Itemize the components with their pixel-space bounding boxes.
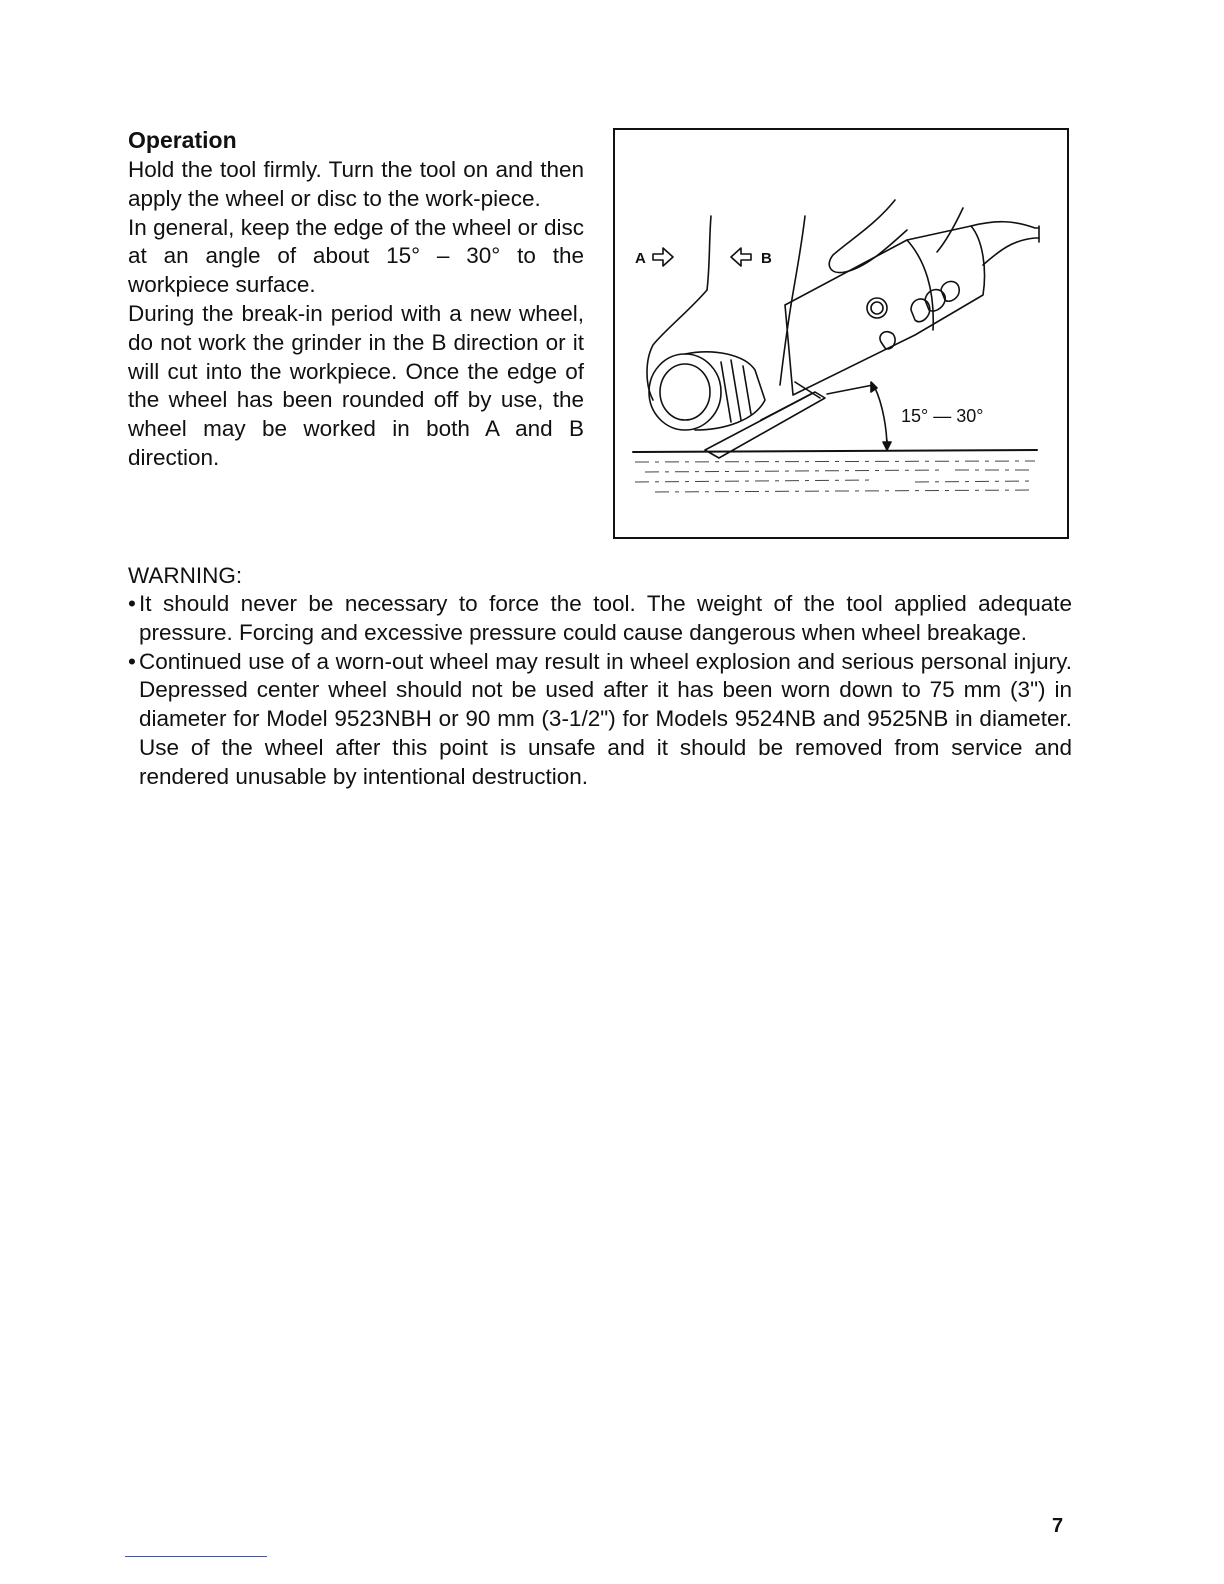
operation-paragraph: In general, keep the edge of the wheel or disc at an angle of about 15° – 30° to the workpiece surface. [128,214,584,298]
warning-item-text: Continued use of a worn-out wheel may result in wheel explosion and serious personal injury. Depressed center wheel should not be used after it has been worn down to 75 mm (3") in diameter for Model 9523NBH or 90 mm (3-1/2") for Models 9524NB and 9525NB in diameter. Use of the wheel after this point is unsafe and it should be removed from service and rendered unusable by intentional destruction. [139,648,1072,789]
direction-a-label: A [635,250,646,267]
grinder-drawing [615,130,1067,537]
footer-rule [125,1556,267,1557]
operation-heading: Operation [128,127,237,153]
bullet: • [128,591,136,616]
warning-item-text: It should never be necessary to force the tool. The weight of the tool applied adequate pressure. Forcing and excessive pressure could cause dangerous when wheel breakage. [139,591,1072,645]
warning-title: WARNING: [128,563,243,588]
warning-item [128,648,1072,792]
arrow-a-icon [653,248,673,266]
warning-item [128,590,1072,648]
page-number: 7 [1052,1515,1064,1537]
bullet: • [128,648,136,674]
operation-paragraph: Hold the tool firmly. Turn the tool on and then apply the wheel or disc to the work-piece. [128,157,584,211]
arrow-b-icon [731,248,751,266]
operation-text [128,156,584,473]
angle-label: 15° — 30° [901,406,984,426]
grinder-illustration [613,128,1069,539]
warning-list [128,590,1072,792]
operation-paragraph: During the break-in period with a new wheel, do not work the grinder in the B direction or it will cut into the workpiece. Once the edge of the wheel has been rounded off by use, the wheel may be worked in both A and B direction. [128,300,584,470]
direction-b-label: B [761,250,772,267]
